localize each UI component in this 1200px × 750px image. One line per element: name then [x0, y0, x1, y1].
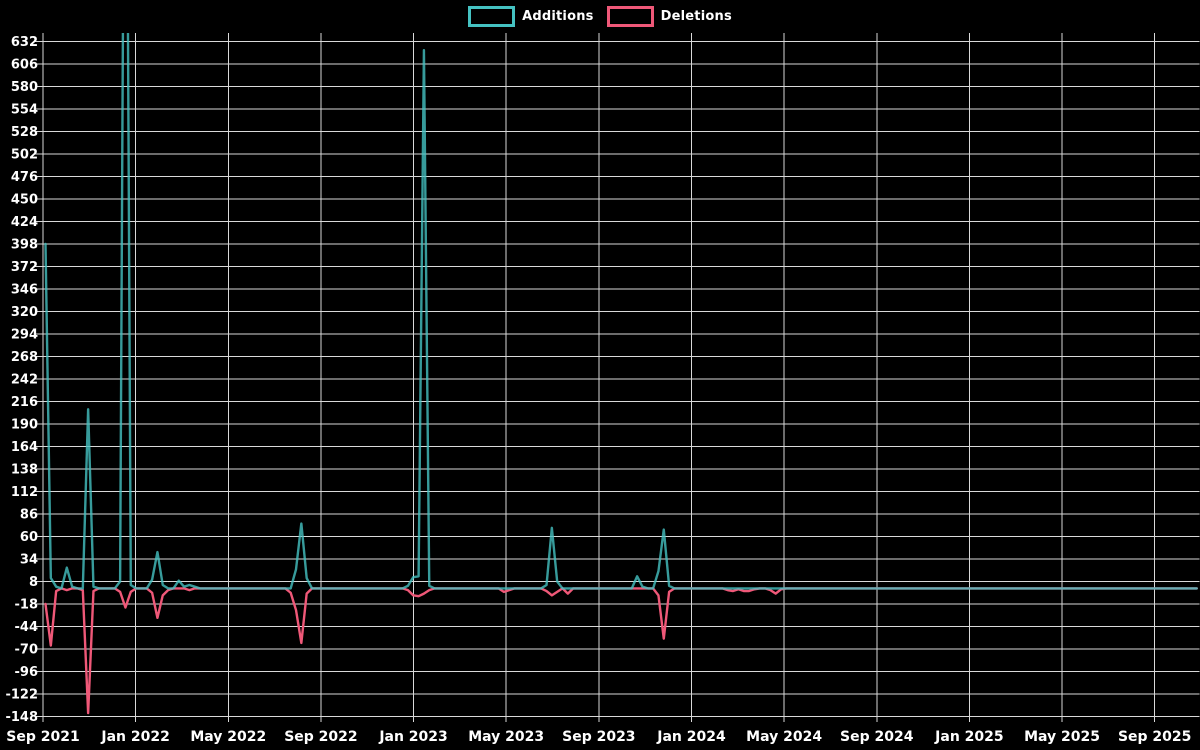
y-tick-label: -18 — [14, 597, 38, 613]
y-tick-label: 190 — [10, 417, 38, 433]
x-tick-label: May 2024 — [746, 729, 823, 745]
y-tick-label: -148 — [5, 709, 38, 725]
x-tick-label: Sep 2022 — [284, 729, 358, 745]
y-tick-label: 112 — [10, 484, 38, 500]
x-tick-label: May 2023 — [468, 729, 545, 745]
x-tick-label: May 2025 — [1024, 729, 1101, 745]
y-tick-label: -70 — [14, 642, 38, 658]
y-tick-label: 424 — [10, 214, 38, 230]
y-tick-label: 34 — [19, 552, 38, 568]
y-tick-label: 8 — [28, 574, 38, 590]
legend-item-deletions[interactable] — [607, 6, 732, 27]
x-tick-label: Jan 2023 — [379, 729, 448, 745]
y-tick-label: 632 — [10, 35, 38, 50]
x-tick-label: May 2022 — [190, 729, 267, 745]
additions-swatch-icon — [468, 6, 515, 27]
additions-line — [46, 0, 1197, 588]
x-tick-label: Sep 2023 — [562, 729, 636, 745]
x-tick-label: Jan 2024 — [657, 729, 726, 745]
y-tick-label: -122 — [5, 687, 38, 703]
y-tick-label: 60 — [19, 529, 38, 545]
y-tick-label: 476 — [10, 169, 38, 185]
y-tick-label: 294 — [10, 327, 38, 343]
grid-lines — [35, 33, 1200, 722]
y-tick-label: -96 — [14, 664, 38, 680]
x-tick-label: Sep 2021 — [6, 729, 80, 745]
deletions-swatch-icon — [607, 6, 654, 27]
legend-label-deletions: Deletions — [660, 9, 732, 24]
y-tick-label: 372 — [10, 259, 38, 275]
y-tick-label: 86 — [19, 507, 38, 523]
y-tick-label: 268 — [10, 349, 38, 365]
y-tick-label: 502 — [10, 147, 38, 163]
chart-legend — [0, 6, 1200, 27]
y-tick-label: 216 — [10, 394, 38, 410]
x-tick-label: Jan 2025 — [935, 729, 1004, 745]
y-tick-label: 450 — [10, 192, 38, 208]
y-tick-label: 346 — [10, 282, 38, 298]
y-tick-label: 398 — [10, 237, 38, 253]
x-tick-label: Sep 2024 — [840, 729, 914, 745]
legend-label-additions: Additions — [522, 9, 594, 24]
y-tick-label: 164 — [10, 439, 38, 455]
y-tick-label: 138 — [10, 462, 38, 478]
x-tick-label: Sep 2025 — [1117, 729, 1192, 745]
x-tick-label: Jan 2022 — [101, 729, 170, 745]
y-tick-label: 320 — [10, 304, 38, 320]
y-tick-label: -44 — [14, 619, 38, 635]
legend-item-additions[interactable] — [468, 6, 594, 27]
y-tick-label: 580 — [10, 79, 38, 95]
y-tick-label: 528 — [10, 124, 38, 140]
y-tick-label: 242 — [10, 372, 38, 388]
y-tick-label: 606 — [10, 57, 38, 73]
y-tick-label: 554 — [10, 102, 38, 118]
